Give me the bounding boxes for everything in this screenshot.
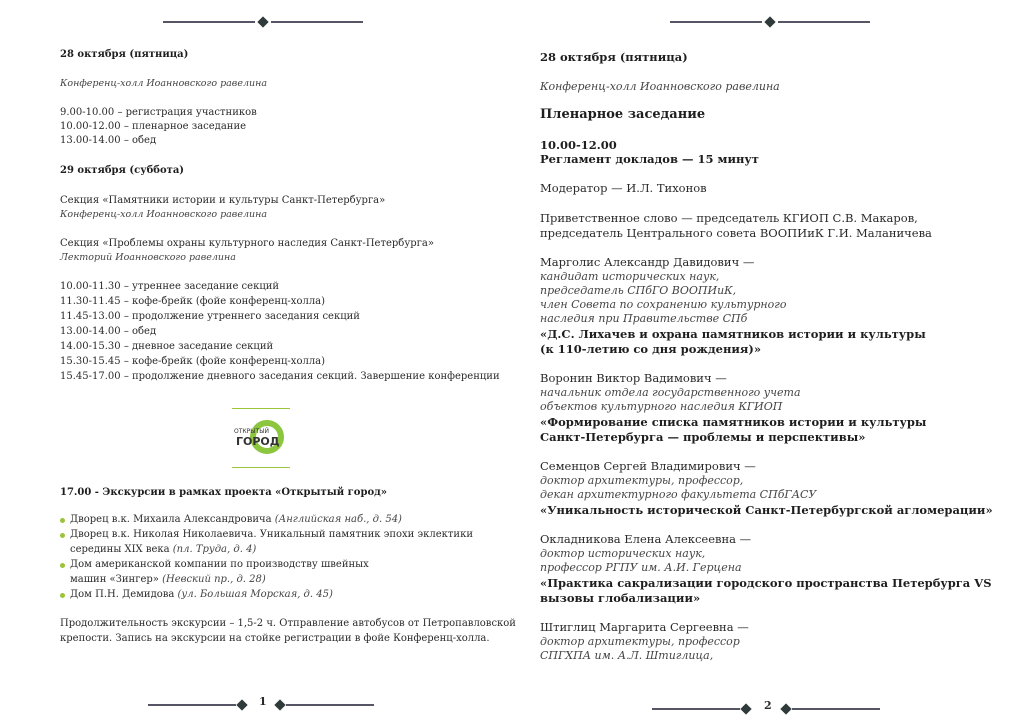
excursion-note: крепости. Запись на экскурсии на стойке регистрации в фойе Конференц-холла. <box>60 633 490 644</box>
speaker-name: Семенцов Сергей Владимирович — <box>540 459 756 473</box>
schedule-item: 10.00-12.00 – пленарное заседание <box>60 121 247 132</box>
section1-title: Секция «Памятники истории и культуры Санкт-Петербурга» <box>60 195 386 206</box>
plenary-time: 10.00-12.00 <box>540 138 617 152</box>
schedule-item: 14.00-15.30 – дневное заседание секций <box>60 341 274 352</box>
talk-title: «Уникальность исторической Санкт-Петербургской агломерации» <box>540 503 993 517</box>
talk-title: (к 110-летию со дня рождения)» <box>540 342 762 356</box>
top-ornament <box>670 17 870 27</box>
section2-title: Секция «Проблемы охраны культурного наследия Санкт-Петербурга» <box>60 238 434 249</box>
schedule-item: 10.00-11.30 – утреннее заседание секций <box>60 281 280 292</box>
talk-title: «Д.С. Лихачев и охрана памятников истории и культуры <box>540 327 926 341</box>
date-oct28: 28 октября (пятница) <box>60 49 189 60</box>
open-city-logo <box>232 408 290 468</box>
bottom-ornament <box>652 704 752 714</box>
excursion-item: Дворец в.к. Михаила Александровича (Английская наб., д. 54) <box>70 514 402 525</box>
moderator: Модератор — И.Л. Тихонов <box>540 181 707 195</box>
date-heading: 28 октября (пятница) <box>540 50 688 64</box>
speaker-role: профессор РГПУ им. А.И. Герцена <box>540 561 742 574</box>
page-number: 2 <box>764 699 772 712</box>
schedule-item: 13.00-14.00 – обед <box>60 326 157 337</box>
schedule-item: 13.00-14.00 – обед <box>60 135 157 146</box>
speaker-role: объектов культурного наследия КГИОП <box>540 400 783 413</box>
speaker-role: председатель СПбГО ВООПИиК, <box>540 284 737 297</box>
excursion-item: Дом американской компании по производству швейных <box>70 559 369 570</box>
page-number: 1 <box>259 695 267 708</box>
speaker-role: доктор исторических наук, <box>540 547 706 560</box>
schedule-item: 11.45-13.00 – продолжение утреннего заседания секций <box>60 311 360 322</box>
bullet-icon <box>60 533 65 538</box>
date-oct29: 29 октября (суббота) <box>60 165 185 176</box>
excursion-item-cont: середины XIX века (пл. Труда, д. 4) <box>70 544 257 555</box>
bottom-ornament <box>276 700 376 710</box>
talk-title: Санкт-Петербурга — проблемы и перспективы» <box>540 430 866 444</box>
speaker-role: член Совета по сохранению культурного <box>540 298 787 311</box>
section1-venue: Конференц-холл Иоанновского равелина <box>60 209 268 220</box>
talk-title: «Практика сакрализации городского пространства Петербурга VS <box>540 576 992 590</box>
excursion-item-cont: машин «Зингер» (Невский пр., д. 28) <box>70 574 266 585</box>
greeting: Приветственное слово — председатель КГИОП С.В. Макаров, <box>540 211 918 225</box>
schedule-item: 15.30-15.45 – кофе-брейк (фойе конференц-холла) <box>60 356 326 367</box>
bullet-icon <box>60 563 65 568</box>
reglament: Регламент докладов — 15 минут <box>540 152 759 166</box>
venue-label: Конференц-холл Иоанновского равелина <box>540 80 780 93</box>
excursion-note: Продолжительность экскурсии – 1,5-2 ч. Отправление автобусов от Петропавловской <box>60 618 516 629</box>
speaker-role: начальник отдела государственного учета <box>540 386 801 399</box>
bullet-icon <box>60 593 65 598</box>
excursions-title: 17.00 - Экскурсии в рамках проекта «Открытый город» <box>60 487 388 498</box>
speaker-name: Марголис Александр Давидович — <box>540 255 755 269</box>
speaker-role: кандидат исторических наук, <box>540 270 720 283</box>
speaker-name: Воронин Виктор Вадимович — <box>540 371 727 385</box>
logo-word1: ОТКРЫТЫЙ <box>234 428 270 435</box>
schedule-item: 9.00-10.00 – регистрация участников <box>60 107 257 118</box>
speaker-role: доктор архитектуры, профессор <box>540 635 740 648</box>
schedule-item: 15.45-17.00 – продолжение дневного заседания секций. Завершение конференции <box>60 371 500 382</box>
bullet-icon <box>60 518 65 523</box>
speaker-role: доктор архитектуры, профессор, <box>540 474 744 487</box>
page-right <box>512 0 1024 724</box>
speaker-role: декан архитектурного факультета СПбГАСУ <box>540 488 817 501</box>
top-ornament <box>163 17 363 27</box>
excursion-item: Дворец в.к. Николая Николаевича. Уникальный памятник эпохи эклектики <box>70 529 473 540</box>
speaker-role: наследия при Правительстве СПб <box>540 312 748 325</box>
bottom-ornament <box>148 700 248 710</box>
excursion-item: Дом П.Н. Демидова (ул. Большая Морская, д. 45) <box>70 589 333 600</box>
section2-venue: Лекторий Иоанновского равелина <box>60 252 236 263</box>
plenary-heading: Пленарное заседание <box>540 107 706 122</box>
greeting: председатель Центрального совета ВООПИиК Г.И. Маланичева <box>540 226 932 240</box>
schedule-item: 11.30-11.45 – кофе-брейк (фойе конференц-холла) <box>60 296 326 307</box>
venue-label: Конференц-холл Иоанновского равелина <box>60 78 268 89</box>
bottom-ornament <box>782 704 882 714</box>
logo-word2: ГОРОД <box>236 435 280 448</box>
talk-title: «Формирование списка памятников истории и культуры <box>540 415 927 429</box>
speaker-role: СПГХПА им. А.Л. Штиглица, <box>540 649 714 662</box>
speaker-name: Окладникова Елена Алексеевна — <box>540 532 752 546</box>
speaker-name: Штиглиц Маргарита Сергеевна — <box>540 620 749 634</box>
talk-title: вызовы глобализации» <box>540 591 701 605</box>
